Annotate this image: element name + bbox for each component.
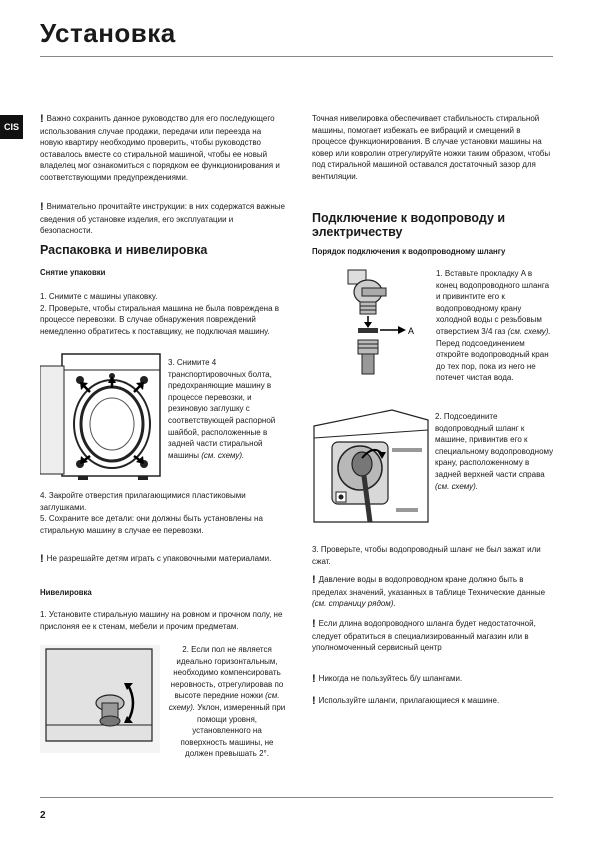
warning-used-hoses: ! Никогда не пользуйтесь б/у шлангами. bbox=[312, 673, 463, 685]
page-title: Установка bbox=[40, 18, 176, 48]
tap-drawing bbox=[318, 268, 428, 376]
unpack-step-3: 3. Снимите 4 транспортировочных болта, предохраняющие машину в процессе перевозки, и резиновую заглушку с соответствующей распорной шайбой, расположенные в задней части стиральной машины (см. схему). bbox=[168, 358, 276, 460]
water-step-3: 3. Проверьте, чтобы водопроводный шланг не был зажат или сжат. bbox=[312, 545, 541, 566]
tap-figure bbox=[318, 268, 428, 376]
bottom-rule bbox=[40, 797, 553, 798]
exclamation-icon: ! bbox=[312, 618, 316, 630]
label-a: A bbox=[408, 326, 415, 336]
leveling-continued: Точная нивелировка обеспечивает стабильность стиральной машины, помогает избежать ее вибраций и смещений в процессе функционирования. В случае установки машины на ковер или ковролин отрегулируйте ножки таким образом, чтобы под стиральной машиной оставался достаточный зазор для вентиляции. bbox=[312, 114, 551, 181]
subheading-water: Порядок подключения к водопроводному шлангу bbox=[312, 247, 506, 256]
hose-drawing bbox=[312, 408, 430, 524]
exclamation-icon: ! bbox=[40, 553, 44, 565]
machine-rear-figure bbox=[40, 352, 163, 480]
section-title-unpacking: Распаковка и нивелировка bbox=[40, 243, 208, 257]
intro-warning-1: ! Важно сохранить данное руководство для его последующего использования случае продажи, передачи или переезда на новую квартиру необходимо проверить, чтобы руководство оставалось вместе со стиральной машиной, чтобы ее новый владелец мог ознакомиться с порядком ее функционирования и соответствующими предупреждениями. bbox=[40, 113, 280, 182]
machine-rear-drawing bbox=[40, 352, 163, 480]
water-step-2: 2. Подсоедините водопроводный шланг к машине, привинтив его к специальному водопроводному крану, расположенному в задней верхней части справа (см. схему). bbox=[435, 412, 554, 491]
intro-warning-2: ! Внимательно прочитайте инструкции: в них содержатся важные сведения об установке изделия, его эксплуатации и безопасности. bbox=[40, 201, 285, 236]
unpack-steps-4-5: 4. Закройте отверстия прилагающимися пластиковыми заглушками. 5. Сохраните все детали: они должны быть установлены на стиральную машину в случае ее перевозки. bbox=[40, 491, 263, 535]
exclamation-icon: ! bbox=[312, 673, 316, 685]
exclamation-icon: ! bbox=[312, 574, 316, 586]
page-number: 2 bbox=[40, 810, 46, 821]
foot-drawing bbox=[40, 645, 160, 753]
exclamation-icon: ! bbox=[40, 113, 44, 125]
section-title-water: Подключение к водопроводу и электричеству bbox=[312, 211, 506, 239]
exclamation-icon: ! bbox=[312, 695, 316, 707]
warning-hose-length: ! Если длина водопроводного шланга будет недостаточной, следует обратиться в специализированный магазин или в уполномоченный сервисный центр bbox=[312, 618, 536, 653]
warning-supplied-hoses: ! Используйте шланги, прилагающиеся к машине. bbox=[312, 695, 500, 707]
subheading-unpack: Снятие упаковки bbox=[40, 268, 106, 277]
warning-pressure: ! Давление воды в водопроводном кране должно быть в пределах значений, указанных в таблице Технические данные (см. страницу рядом). bbox=[312, 574, 546, 609]
warning-children: ! Не разрешайте детям играть с упаковочными материалами. bbox=[40, 553, 272, 565]
unpack-steps-1-2: 1. Снимите с машины упаковку. 2. Проверьте, чтобы стиральная машина не была повреждена в процессе перевозки. В случае обнаружения повреждений немедленно обратитесь к поставщику, не подключая машину. bbox=[40, 292, 279, 336]
language-tab: CIS bbox=[0, 115, 23, 139]
water-step-1: 1. Вставьте прокладку A в конец водопроводного шланга и привинтите его к водопроводному крану холодной воды с резьбовым отверстием 3/4 газ (см. схему). Перед подсоединением откройте водопроводный кран до тех пор, пока из него не потечет чистая вода. bbox=[436, 269, 551, 383]
leveling-step-1: 1. Установите стиральную машину на ровном и прочном полу, не прислоняя ее к стенам, мебели и прочим предметам. bbox=[40, 610, 283, 631]
subheading-leveling: Нивелировка bbox=[40, 588, 92, 597]
leveling-step-2: 2. Если пол не является идеально горизонтальным, необходимо компенсировать неровность, отрегулировав по высоте передние ножки (см. схему). Уклон, измеренный при помощи уровня, установленного на поверхность машины, не должен превышать 2°. bbox=[168, 645, 286, 759]
hose-connection-figure bbox=[312, 408, 430, 524]
exclamation-icon: ! bbox=[40, 201, 44, 213]
leveling-foot-figure bbox=[40, 645, 160, 753]
top-rule bbox=[40, 56, 553, 57]
